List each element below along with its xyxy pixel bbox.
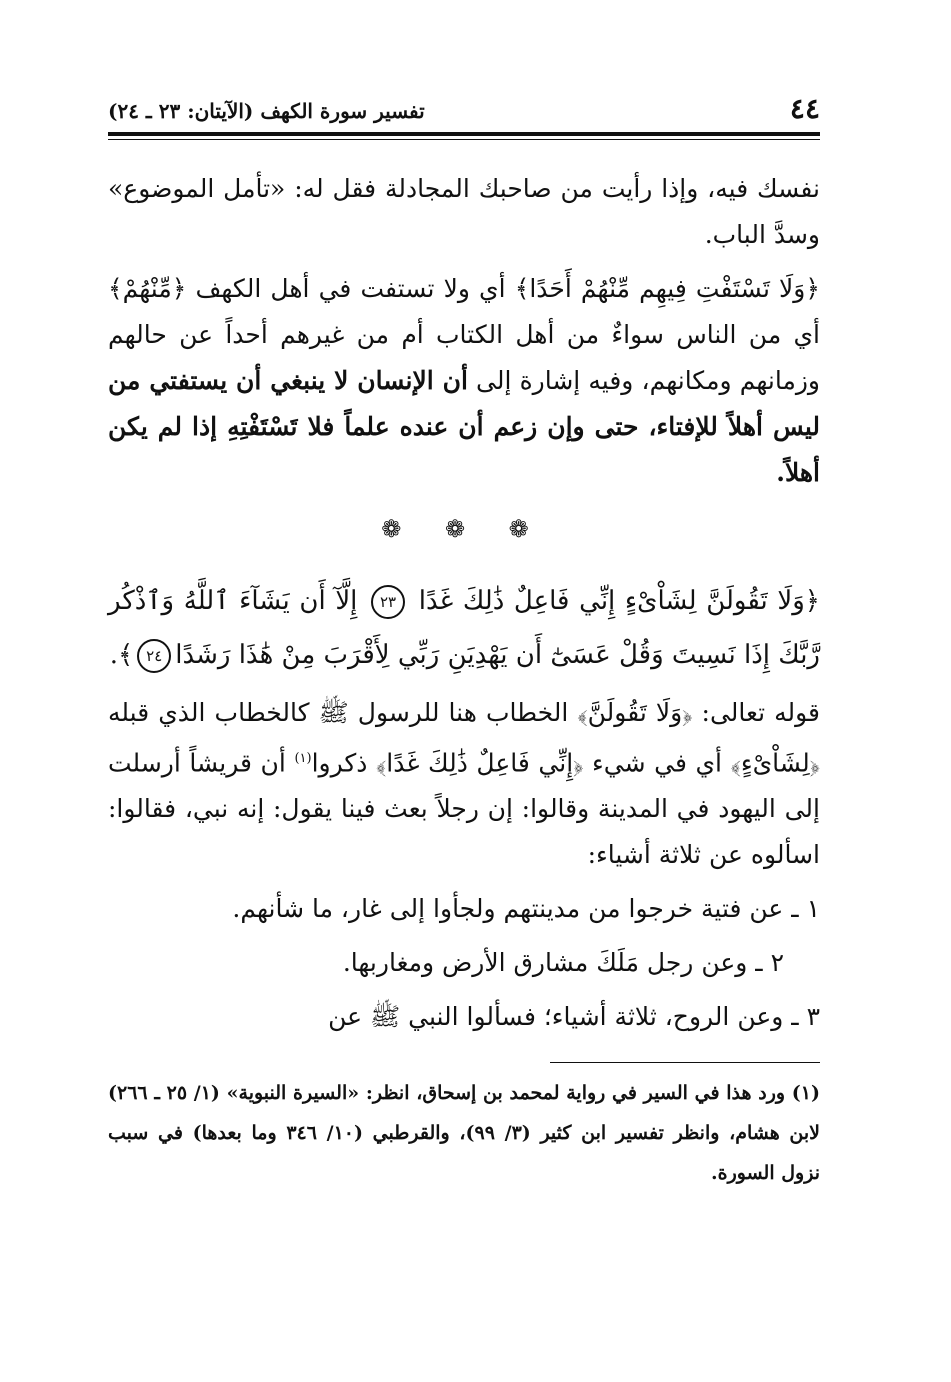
paragraph-text: أي في شيء [583, 748, 731, 778]
list-item: ١ ـ عن فتية خرجوا من مدينتهم ولجأوا إلى غار، ما شأنهم. [232, 894, 820, 924]
paragraph-2 [108, 266, 820, 496]
footnotes [108, 1073, 820, 1193]
paragraph-text: ذكروا [311, 748, 377, 778]
quran-quote: ﴿إِنِّي فَاعِلٌ ذَٰلِكَ غَدًا﴾ [376, 748, 584, 778]
verse-block [108, 574, 820, 682]
page-number: ٤٤ [789, 92, 820, 125]
page-header [108, 92, 820, 128]
verse-text: ﴿وَلَا تَقُولَنَّ لِشَاْىْءٍ إِنِّي فَاعِلٌ ذَٰلِكَ غَدًا [418, 586, 821, 616]
book-page [108, 92, 820, 1193]
header-rule-thick [108, 132, 820, 136]
quran-quote: ﴿مِّنْهُمْ﴾ [108, 274, 187, 303]
paragraph-text: أي من الناس سواءٌ من أهل الكتاب أم من غيرهم أحداً عن حالهم وزمانهم ومكانهم، وفيه إشارة إلى [108, 320, 820, 395]
quran-quote: ﴿لِشَاْىْءٍ﴾ [730, 748, 820, 778]
verse-text: إِلَّآ أَن يَشَآءَ ٱللَّهُ وَٱذْكُر رَّبَّكَ إِذَا نَسِيتَ وَقُلْ عَسَىٰٓ أَن يَهْدِيَنِ رَبِّي لِأَقْرَبَ مِنْ هَٰذَا رَشَدًا [108, 586, 820, 670]
paragraph-text: قوله تعالى: [692, 698, 820, 727]
quran-quote: ﴿وَلَا تَقُولَنَّ﴾ [577, 698, 693, 727]
paragraph-3 [108, 690, 820, 878]
header-rule-thin [108, 139, 820, 140]
paragraph-text: أن قريشاً أرسلت إلى اليهود في المدينة وقالوا: إن رجلاً بعث فينا يقول: إنه نبي، فقالوا: اسألوه عن ثلاثة أشياء: [108, 748, 820, 870]
list-item: ٣ ـ وعن الروح، ثلاثة أشياء؛ فسألوا النبي ﷺ عن [328, 1002, 820, 1032]
footnote-1: (١) ورد هذا في السير في رواية لمحمد بن إسحاق، انظر: «السيرة النبوية» (١/ ٢٥ ـ ٢٦٦) لابن هشام، وانظر تفسير ابن كثير (٣/ ٩٩)، والقرطبي (١٠/ ٣٤٦ وما بعدها) في سبب نزول السورة. [108, 1082, 820, 1185]
quran-quote: ﴿وَلَا تَسْتَفْتِ فِيهِم مِّنْهُمْ أَحَدًا﴾ [514, 274, 820, 303]
verse-end: ﴾. [109, 640, 134, 670]
paragraph-1: نفسك فيه، وإذا رأيت من صاحبك المجادلة فقل له: «تأمل الموضوع» وسدَّ الباب. [108, 174, 820, 249]
running-title: تفسير سورة الكهف (الآيتان: ٢٣ ـ ٢٤) [108, 99, 425, 123]
ayah-number-marker: ٢٣ [371, 585, 405, 619]
bold-text: أن الإنسان لا ينبغي أن يستفتي من ليس أهلاً للإفتاء، حتى وإن زعم أن عنده علماً فلا تَسْتَفْتِهِ إذا لم يكن أهلاً. [108, 366, 820, 487]
page-body [108, 166, 820, 1040]
paragraph-text: أي ولا تستفت في أهل الكهف [186, 274, 515, 303]
ayah-number-marker: ٢٤ [137, 639, 171, 673]
list-item: ٢ ـ وعن رجل مَلَكَ مشارق الأرض ومغاربها. [342, 948, 784, 978]
paragraph-text: الخطاب هنا للرسول ﷺ كالخطاب الذي قبله [108, 698, 578, 727]
footnote-separator [550, 1062, 820, 1063]
footnote-ref: (١) [294, 751, 312, 766]
section-divider-stars: ❁ ❁ ❁ [381, 515, 547, 543]
